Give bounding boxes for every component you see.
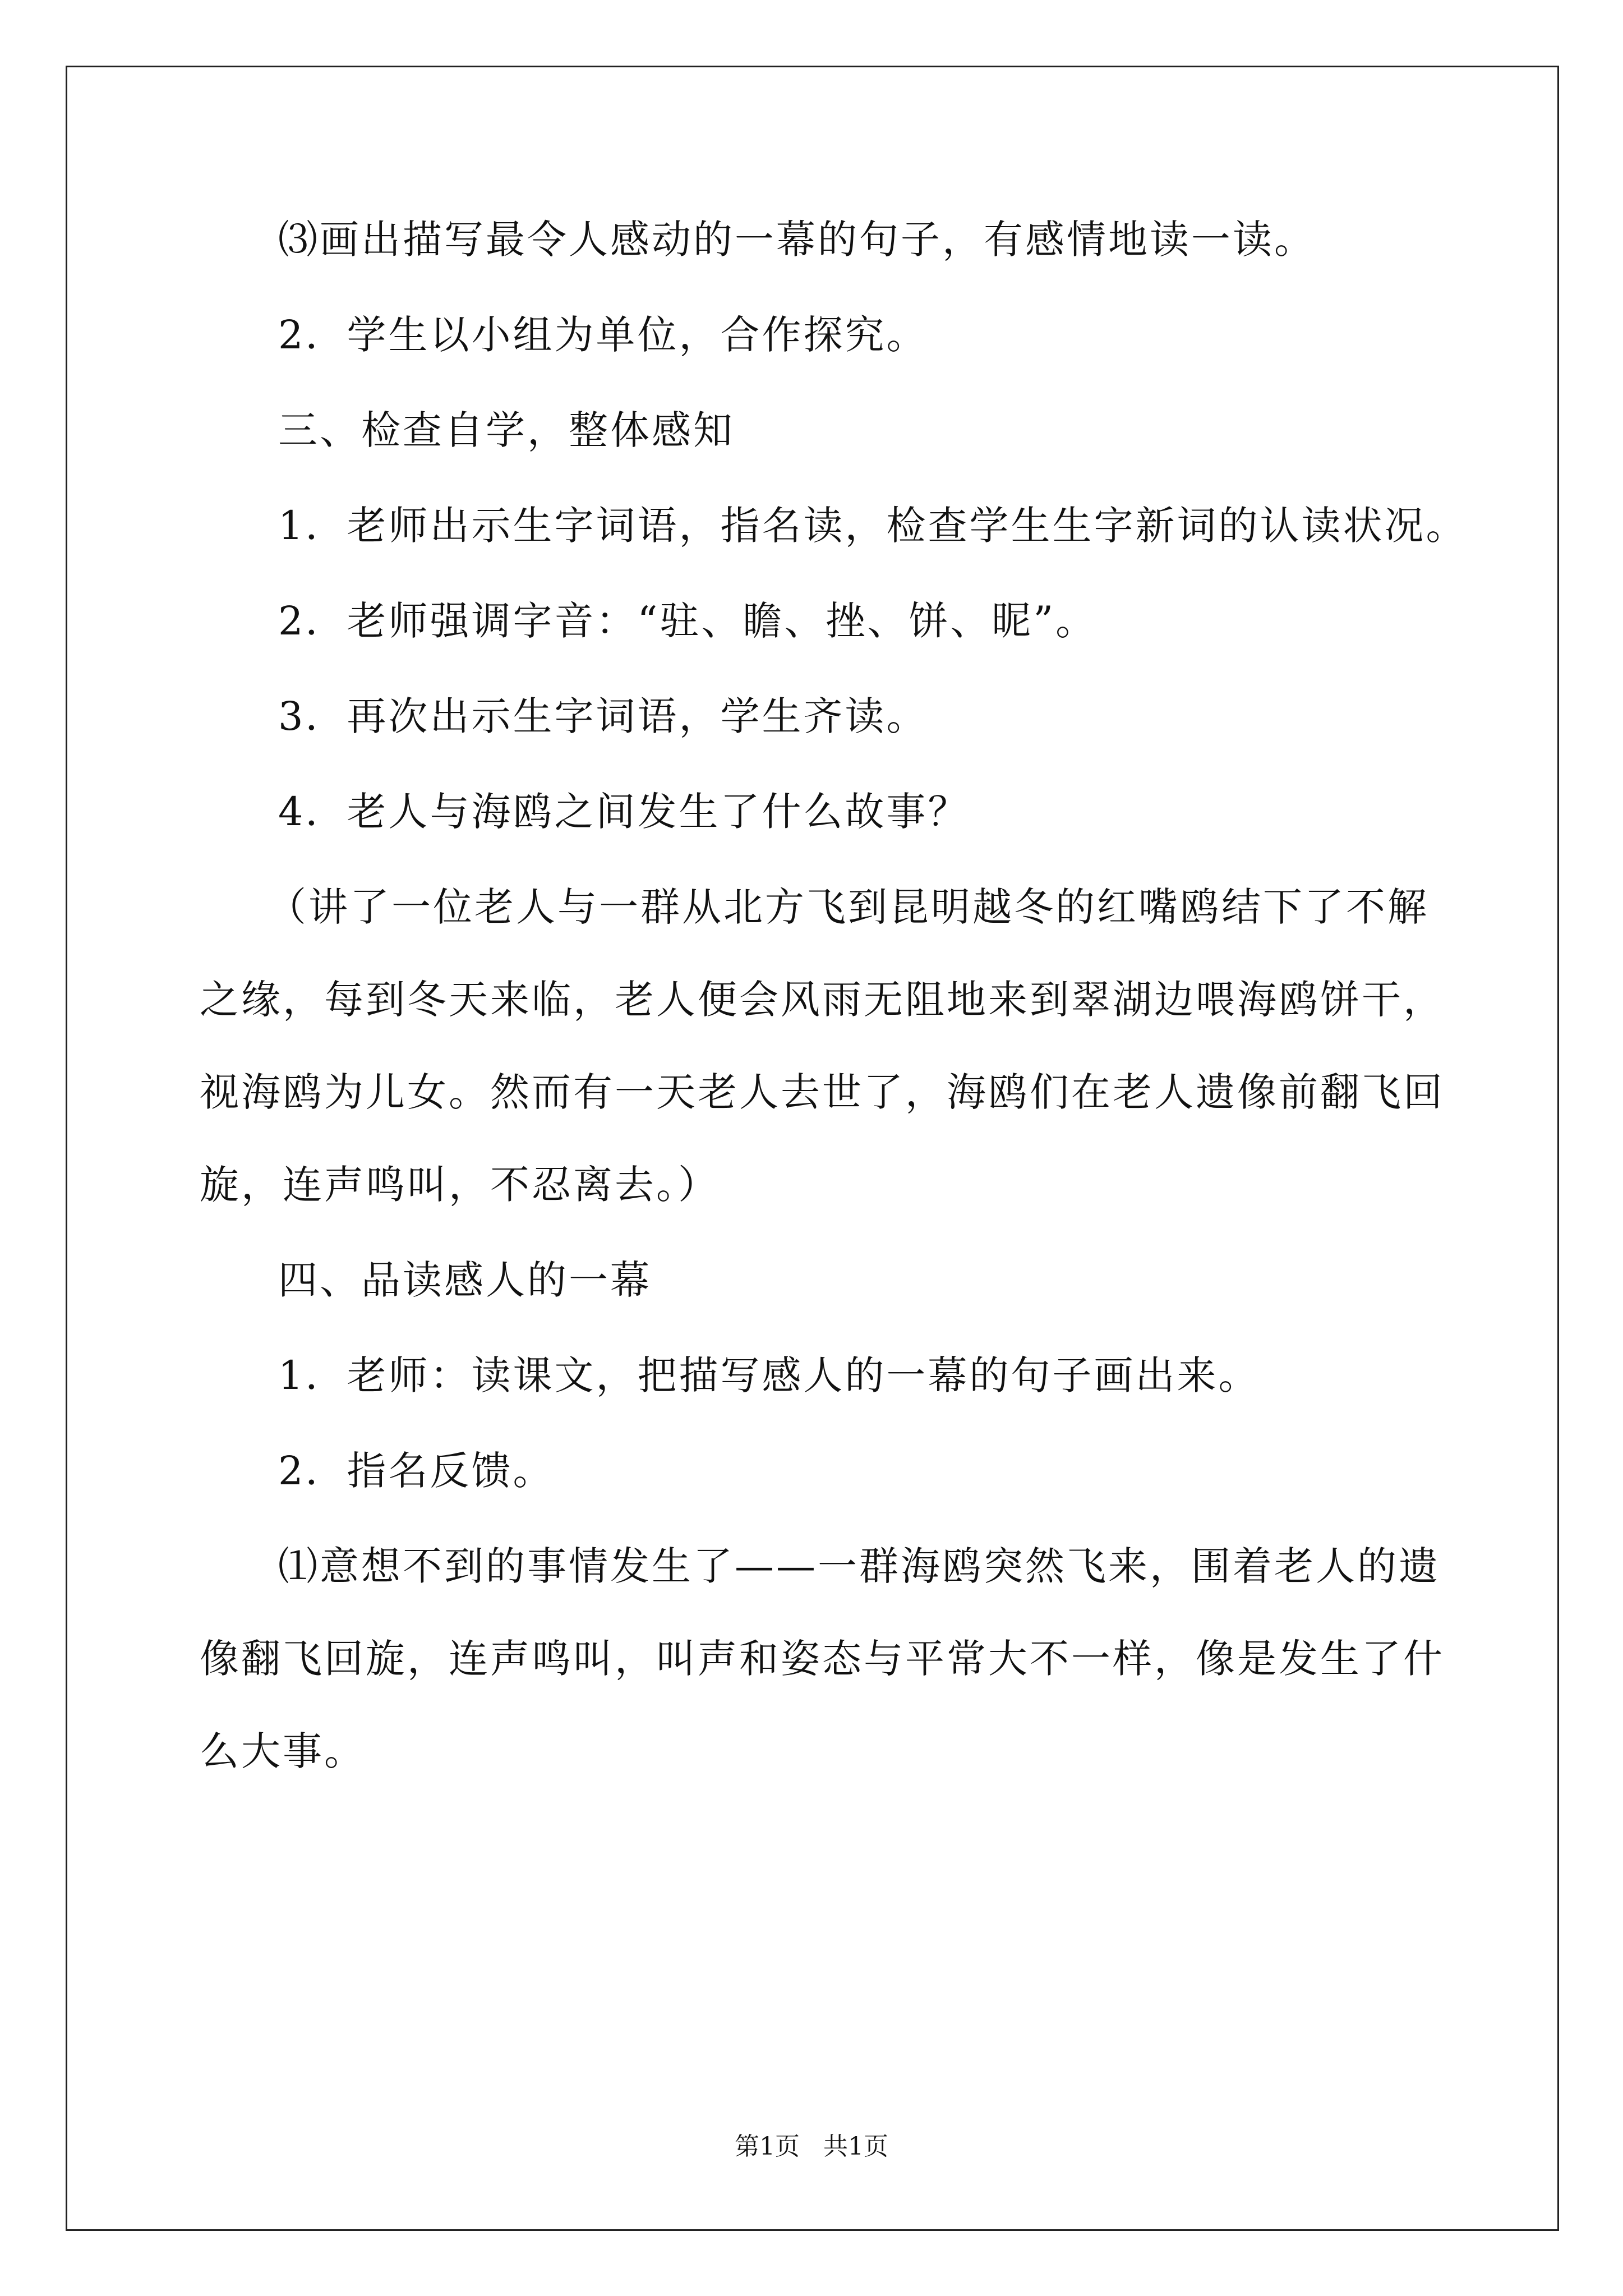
paragraph-line: 么大事。 <box>200 1728 366 1774</box>
section-heading: 三、检查自学，整体感知 <box>278 407 735 453</box>
paragraph-line: 旋，连声鸣叫，不忍离去。） <box>200 1162 720 1208</box>
paragraph-line: 3．再次出示生字词语，学生齐读。 <box>278 693 928 739</box>
paragraph-line: ⑴意想不到的事情发生了——一群海鸥突然飞来，围着老人的遗 <box>278 1543 1440 1589</box>
paragraph-line: 4．老人与海鸥之间发生了什么故事？ <box>278 789 970 835</box>
page-total: 共1页 <box>823 2132 888 2161</box>
document-body <box>200 217 1468 1774</box>
paragraph-line: 1．老师：读课文，把描写感人的一幕的句子画出来。 <box>278 1352 1260 1398</box>
page-footer <box>0 2134 1623 2159</box>
page-number: 第1页 <box>735 2132 800 2161</box>
paragraph-line: ⑶画出描写最令人感动的一幕的句子，有感情地读一读。 <box>278 217 1316 263</box>
paragraph-line: 1．老师出示生字词语，指名读，检查学生生字新词的认读状况。 <box>278 503 1468 549</box>
paragraph-line: 之缘，每到冬天来临，老人便会风雨无阻地来到翠湖边喂海鸥饼干， <box>200 977 1445 1023</box>
paragraph-line: （讲了一位老人与一群从北方飞到昆明越冬的红嘴鸥结下了不解 <box>267 884 1429 930</box>
paragraph-line: 2．老师强调字音：“驻、瞻、挫、饼、昵”。 <box>278 598 1098 644</box>
paragraph-line: 2．学生以小组为单位，合作探究。 <box>278 312 928 358</box>
paragraph-line: 视海鸥为儿女。然而有一天老人去世了，海鸥们在老人遗像前翻飞回 <box>200 1069 1445 1115</box>
paragraph-line: 2．指名反馈。 <box>278 1448 555 1494</box>
paragraph-line: 像翻飞回旋，连声鸣叫，叫声和姿态与平常大不一样，像是发生了什 <box>200 1636 1445 1682</box>
section-heading: 四、品读感人的一幕 <box>278 1257 652 1303</box>
